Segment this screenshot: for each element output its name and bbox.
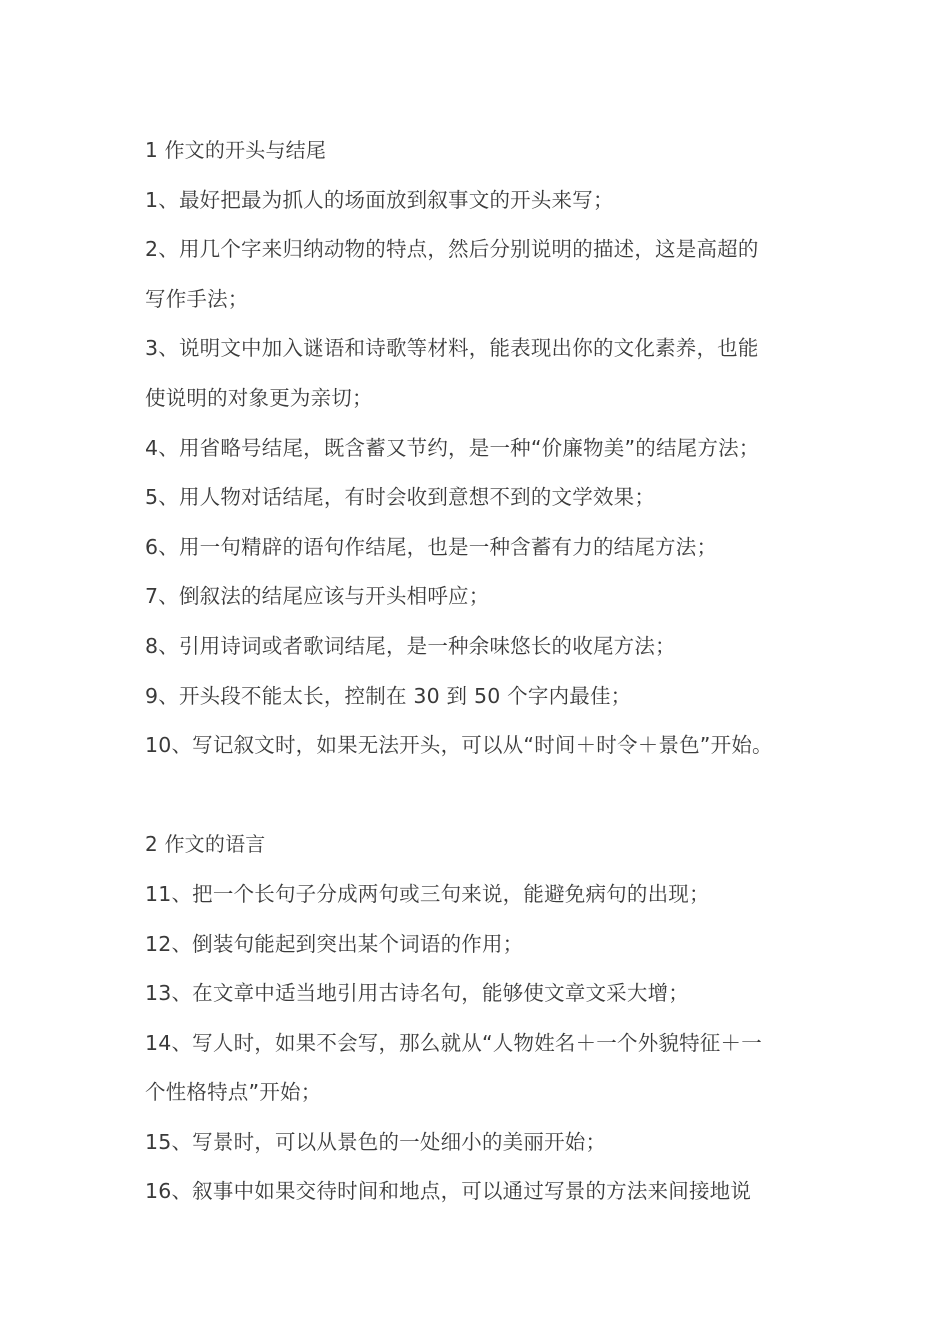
paragraph-line: 4、用省略号结尾，既含蓄又节约，是一种“价廉物美”的结尾方法； <box>145 435 760 460</box>
paragraph-line: 个性格特点”开始； <box>145 1080 322 1105</box>
paragraph-line: 写作手法； <box>145 286 249 311</box>
paragraph-line: 使说明的对象更为亲切； <box>145 385 373 410</box>
paragraph-line: 12、倒装句能起到突出某个词语的作用； <box>145 931 524 956</box>
section-spacer <box>145 771 815 821</box>
paragraph-line: 13、在文章中适当地引用古诗名句，能够使文章文采大增； <box>145 981 689 1006</box>
paragraph-line: 14、写人时，如果不会写，那么就从“人物姓名＋一个外貌特征＋一 <box>145 1030 762 1055</box>
paragraph-line: 7、倒叙法的结尾应该与开头相呼应； <box>145 584 490 609</box>
paragraph-line: 6、用一句精辟的语句作结尾，也是一种含蓄有力的结尾方法； <box>145 534 718 559</box>
paragraph-line: 9、开头段不能太长，控制在 30 到 50 个字内最佳； <box>145 683 632 708</box>
paragraph-line: 1、最好把最为抓人的场面放到叙事文的开头来写； <box>145 187 614 212</box>
section-heading-2: 2 作文的语言 <box>145 832 266 857</box>
document-page <box>145 126 815 1217</box>
paragraph-line: 3、说明文中加入谜语和诗歌等材料，能表现出你的文化素养，也能 <box>145 336 759 361</box>
paragraph-line: 15、写景时，可以从景色的一处细小的美丽开始； <box>145 1129 607 1154</box>
paragraph-line: 5、用人物对话结尾，有时会收到意想不到的文学效果； <box>145 485 656 510</box>
paragraph-line: 2、用几个字来归纳动物的特点，然后分别说明的描述，这是高超的 <box>145 237 759 262</box>
paragraph-line: 11、把一个长句子分成两句或三句来说，能避免病句的出现； <box>145 881 710 906</box>
paragraph-line: 8、引用诗词或者歌词结尾，是一种余味悠长的收尾方法； <box>145 633 676 658</box>
paragraph-line: 16、叙事中如果交待时间和地点，可以通过写景的方法来间接地说 <box>145 1179 752 1204</box>
section-heading-1: 1 作文的开头与结尾 <box>145 138 327 162</box>
paragraph-line: 10、写记叙文时，如果无法开头，可以从“时间＋时令＋景色”开始。 <box>145 733 773 758</box>
